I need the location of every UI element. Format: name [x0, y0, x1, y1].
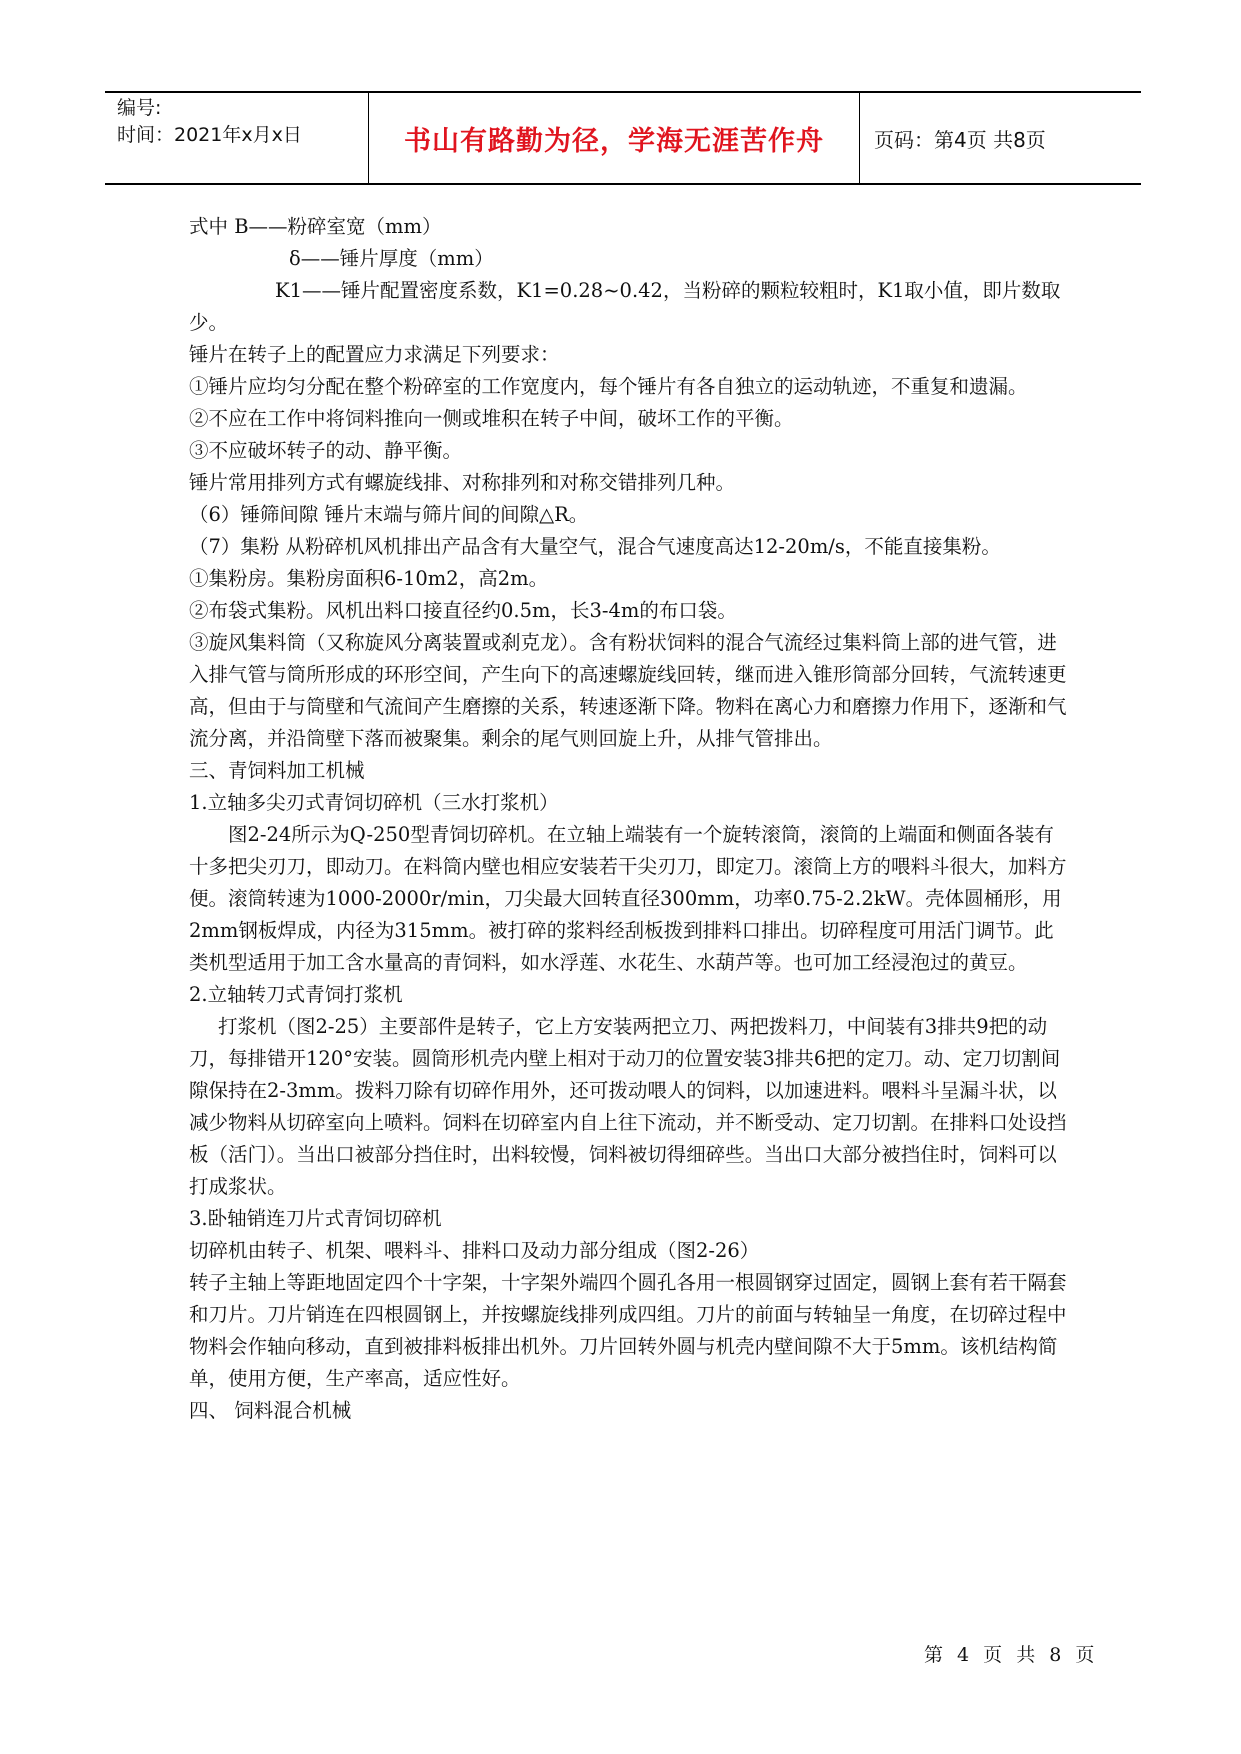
- list-item: ③旋风集料筒（又称旋风分离装置或刹克龙）。含有粉状饲料的混合气流经过集料筒上部的进气管，进入排气管与筒所形成的环形空间，产生向下的高速螺旋线回转，继而进入锥形筒部分回转，气流转速更高，但由于与筒壁和气流间产生磨擦的关系，转速逐渐下降。物料在离心力和磨擦力作用下，逐渐和气流分离，并沿筒壁下落而被聚集。剩余的尾气则回旋上升，从排气管排出。: [189, 631, 1067, 750]
- document-body: [189, 211, 1069, 1427]
- document-time-label: 时间：2021年x月x日: [117, 124, 302, 146]
- list-item: ②布袋式集粉。风机出料口接直径约0.5m，长3-4m的布口袋。: [189, 599, 737, 622]
- subsection-heading: 3.卧轴销连刀片式青饲切碎机: [189, 1207, 442, 1230]
- header-page-cell: [860, 93, 1141, 183]
- subsection-heading: 2.立轴转刀式青饲打浆机: [189, 983, 403, 1006]
- list-item: ②不应在工作中将饲料推向一侧或堆积在转子中间，破坏工作的平衡。: [189, 407, 794, 430]
- paragraph: 打浆机（图2-25）主要部件是转子，它上方安装两把立刀、两把拨料刀，中间装有3排共9把的动刀，每排错开120°安装。圆筒形机壳内壁上相对于动刀的位置安装3排共6把的定刀。动、定刀切割间隙保持在2-3mm。拨料刀除有切碎作用外，还可拨动喂人的饲料，以加速进料。喂料斗呈漏斗状，以减少物料从切碎室向上喷料。饲料在切碎室内自上往下流动，并不断受动、定刀切割。在排料口处设挡板（活门）。当出口被部分挡住时，出料较慢，饲料被切得细碎些。当出口大部分被挡住时，饲料可以打成浆状。: [189, 1015, 1067, 1198]
- header-motto: 书山有路勤为径，学海无涯苦作舟: [404, 125, 824, 157]
- list-item: ③不应破坏转子的动、静平衡。: [189, 439, 463, 462]
- page-footer: 第 4 页 共 8 页: [924, 1644, 1097, 1666]
- page-header: [105, 91, 1141, 185]
- header-motto-cell: [369, 93, 860, 183]
- paragraph: 切碎机由转子、机架、喂料斗、排料口及动力部分组成（图2-26）: [189, 1239, 760, 1262]
- list-item: ①集粉房。集粉房面积6-10m2，高2m。: [189, 567, 549, 590]
- header-info: [105, 93, 369, 183]
- paragraph: 锤片常用排列方式有螺旋线排、对称排列和对称交错排列几种。: [189, 471, 736, 494]
- formula-legend-k1: K1——锤片配置密度系数，K1=0.28~0.42，当粉碎的颗粒较粗时，K1取小值，即片数取少。: [189, 279, 1061, 334]
- paragraph: （6）锤筛间隙 锤片末端与筛片间的间隙△R。: [189, 503, 589, 526]
- formula-legend-delta: δ——锤片厚度（mm）: [289, 247, 494, 270]
- subsection-heading: 1.立轴多尖刃式青饲切碎机（三水打浆机）: [189, 791, 559, 814]
- list-item: ①锤片应均匀分配在整个粉碎室的工作宽度内，每个锤片有各自独立的运动轨迹，不重复和遗漏。: [189, 375, 1028, 398]
- paragraph: 锤片在转子上的配置应力求满足下列要求：: [189, 343, 560, 366]
- paragraph: 图2-24所示为Q-250型青饲切碎机。在立轴上端装有一个旋转滚筒，滚筒的上端面和侧面各装有十多把尖刃刀，即动刀。在料筒内壁也相应安装若干尖刃刀，即定刀。滚筒上方的喂料斗很大，加料方便。滚筒转速为1000-2000r/min，刀尖最大回转直径300mm，功率0.75-2.2kW。壳体圆桶形，用2mm钢板焊成，内径为315mm。被打碎的浆料经刮板拨到排料口排出。切碎程度可用活门调节。此类机型适用于加工含水量高的青饲料，如水浮莲、水花生、水葫芦等。也可加工经浸泡过的黄豆。: [189, 823, 1067, 974]
- section-heading: 四、 饲料混合机械: [189, 1399, 352, 1422]
- header-page-label: 页码：第4页 共8页: [874, 127, 1046, 152]
- paragraph: （7）集粉 从粉碎机风机排出产品含有大量空气，混合气速度高达12-20m/s，不能直接集粉。: [189, 535, 1001, 558]
- section-heading: 三、青饲料加工机械: [189, 759, 365, 782]
- formula-legend-b: 式中 B——粉碎室宽（mm）: [189, 215, 442, 238]
- paragraph: 转子主轴上等距地固定四个十字架，十字架外端四个圆孔各用一根圆钢穿过固定，圆钢上套有若干隔套和刀片。刀片销连在四根圆钢上，并按螺旋线排列成四组。刀片的前面与转轴呈一角度，在切碎过程中物料会作轴向移动，直到被排料板排出机外。刀片回转外圆与机壳内壁间隙不大于5mm。该机结构简单，使用方便，生产率高，适应性好。: [189, 1271, 1067, 1390]
- document-number-label: 编号:: [117, 97, 162, 119]
